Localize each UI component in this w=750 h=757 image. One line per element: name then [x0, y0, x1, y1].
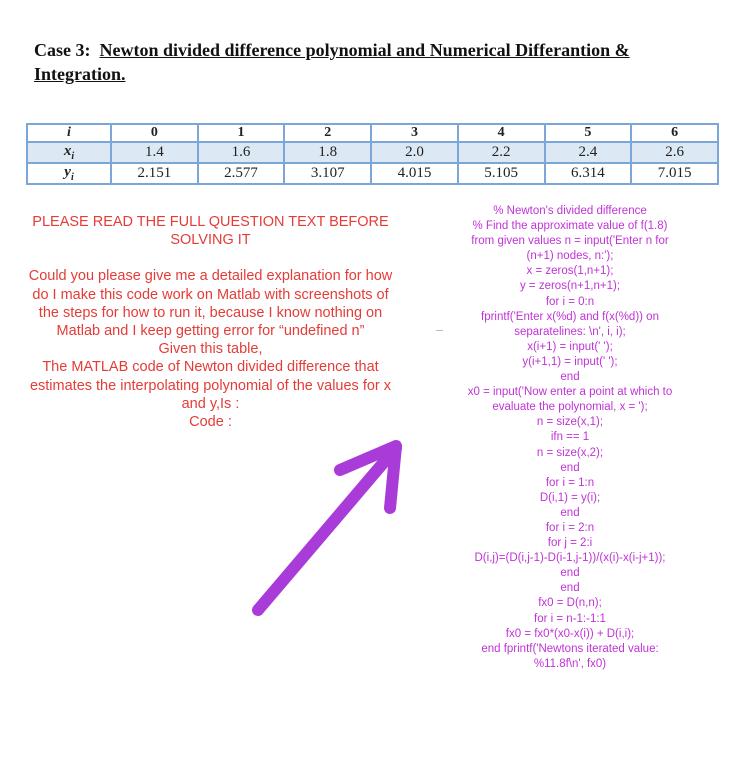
- code-line: for i = 2:n: [545, 521, 595, 534]
- table-cell: 3: [371, 124, 458, 142]
- table-cell: 1: [198, 124, 285, 142]
- code-line: D(i,j)=(D(i,j-1)-D(i-1,j-1))/(x(i)-x(i-j+1));: [474, 552, 666, 565]
- code-line: D(i,1) = y(i);: [539, 491, 601, 504]
- table-cell: 2.577: [198, 163, 285, 184]
- table-cell: 4: [458, 124, 545, 142]
- question-body: Could you please give me a detailed explanation for how do I make this code work on Matlab with screenshots of the steps for how to run it, because I know nothing on Matlab and I keep getting error for “undefined n”: [28, 268, 393, 340]
- table-cell: 2.0: [371, 142, 458, 163]
- code-line: for i = 0:n: [545, 295, 595, 308]
- code-line: x = zeros(1,n+1);: [526, 265, 614, 278]
- arrow-shaft: [258, 448, 396, 610]
- table-cell: 3.107: [284, 163, 371, 184]
- table-cell: 4.015: [371, 163, 458, 184]
- table-cell: 5: [545, 124, 632, 142]
- code-line: n = size(x,1);: [536, 416, 604, 429]
- table-cell: 2.151: [111, 163, 198, 184]
- code-line: end: [560, 461, 580, 474]
- table-cell: 2.4: [545, 142, 632, 163]
- table-cell: 6.314: [545, 163, 632, 184]
- code-line: end: [560, 506, 580, 519]
- table-cell: 0: [111, 124, 198, 142]
- code-line: end: [560, 582, 580, 595]
- table-cell: 2.2: [458, 142, 545, 163]
- code-line: y = zeros(n+1,n+1);: [519, 280, 621, 293]
- code-line: end fprintf('Newtons iterated value: %11.8f\n', fx0): [481, 642, 659, 670]
- code-line: for i = 1:n: [545, 476, 595, 489]
- code-line: fx0 = D(n,n);: [538, 597, 602, 610]
- table-cell: 5.105: [458, 163, 545, 184]
- table-cell: 2.6: [631, 142, 718, 163]
- code-label: Code :: [189, 414, 232, 431]
- code-line: fx0 = fx0*(x0-x(i)) + D(i,i);: [505, 627, 635, 640]
- read-notice: PLEASE READ THE FULL QUESTION TEXT BEFORE SOLVING IT: [32, 214, 389, 249]
- row-label-i: i: [27, 124, 111, 142]
- code-line: ifn == 1: [550, 431, 590, 444]
- code-line: fprintf('Enter x(%d) and f(x(%d)) on separatelines: \n', i, i);: [481, 310, 659, 338]
- given-line: Given this table,: [158, 341, 263, 358]
- table-cell: 1.8: [284, 142, 371, 163]
- code-line: % Find the approximate value of f(1.8) from given values n = input('Enter n for (n+1) nodes, n:');: [471, 220, 669, 263]
- case-number: Case 3:: [34, 40, 91, 60]
- case-title: Newton divided difference polynomial and Numerical Differantion & Integration.: [34, 40, 630, 84]
- code-line: y(i+1,1) = input(' ');: [522, 355, 618, 368]
- code-line: % Newton's divided difference: [493, 205, 647, 217]
- table-cell: 1.4: [111, 142, 198, 163]
- table-cell: 6: [631, 124, 718, 142]
- code-line: end: [560, 567, 580, 580]
- table-cell: 1.6: [198, 142, 285, 163]
- table-cell: 7.015: [631, 163, 718, 184]
- row-label-x: $x_i$: [27, 142, 111, 163]
- code-line: x(i+1) = input(' ');: [527, 340, 613, 353]
- code-line: for j = 2:i: [547, 537, 593, 550]
- code-line: n = size(x,2);: [536, 446, 604, 459]
- code-line: end: [560, 371, 580, 384]
- row-label-y: $y_i$: [27, 163, 111, 184]
- table-cell: 2: [284, 124, 371, 142]
- code-line: x0 = input('Now enter a point at which to evaluate the polynomial, x = ');: [467, 386, 673, 414]
- code-line: for i = n-1:-1:1: [534, 612, 606, 625]
- task-line: The MATLAB code of Newton divided difference that estimates the interpolating polynomial of the values for x and y,Is :: [29, 359, 392, 412]
